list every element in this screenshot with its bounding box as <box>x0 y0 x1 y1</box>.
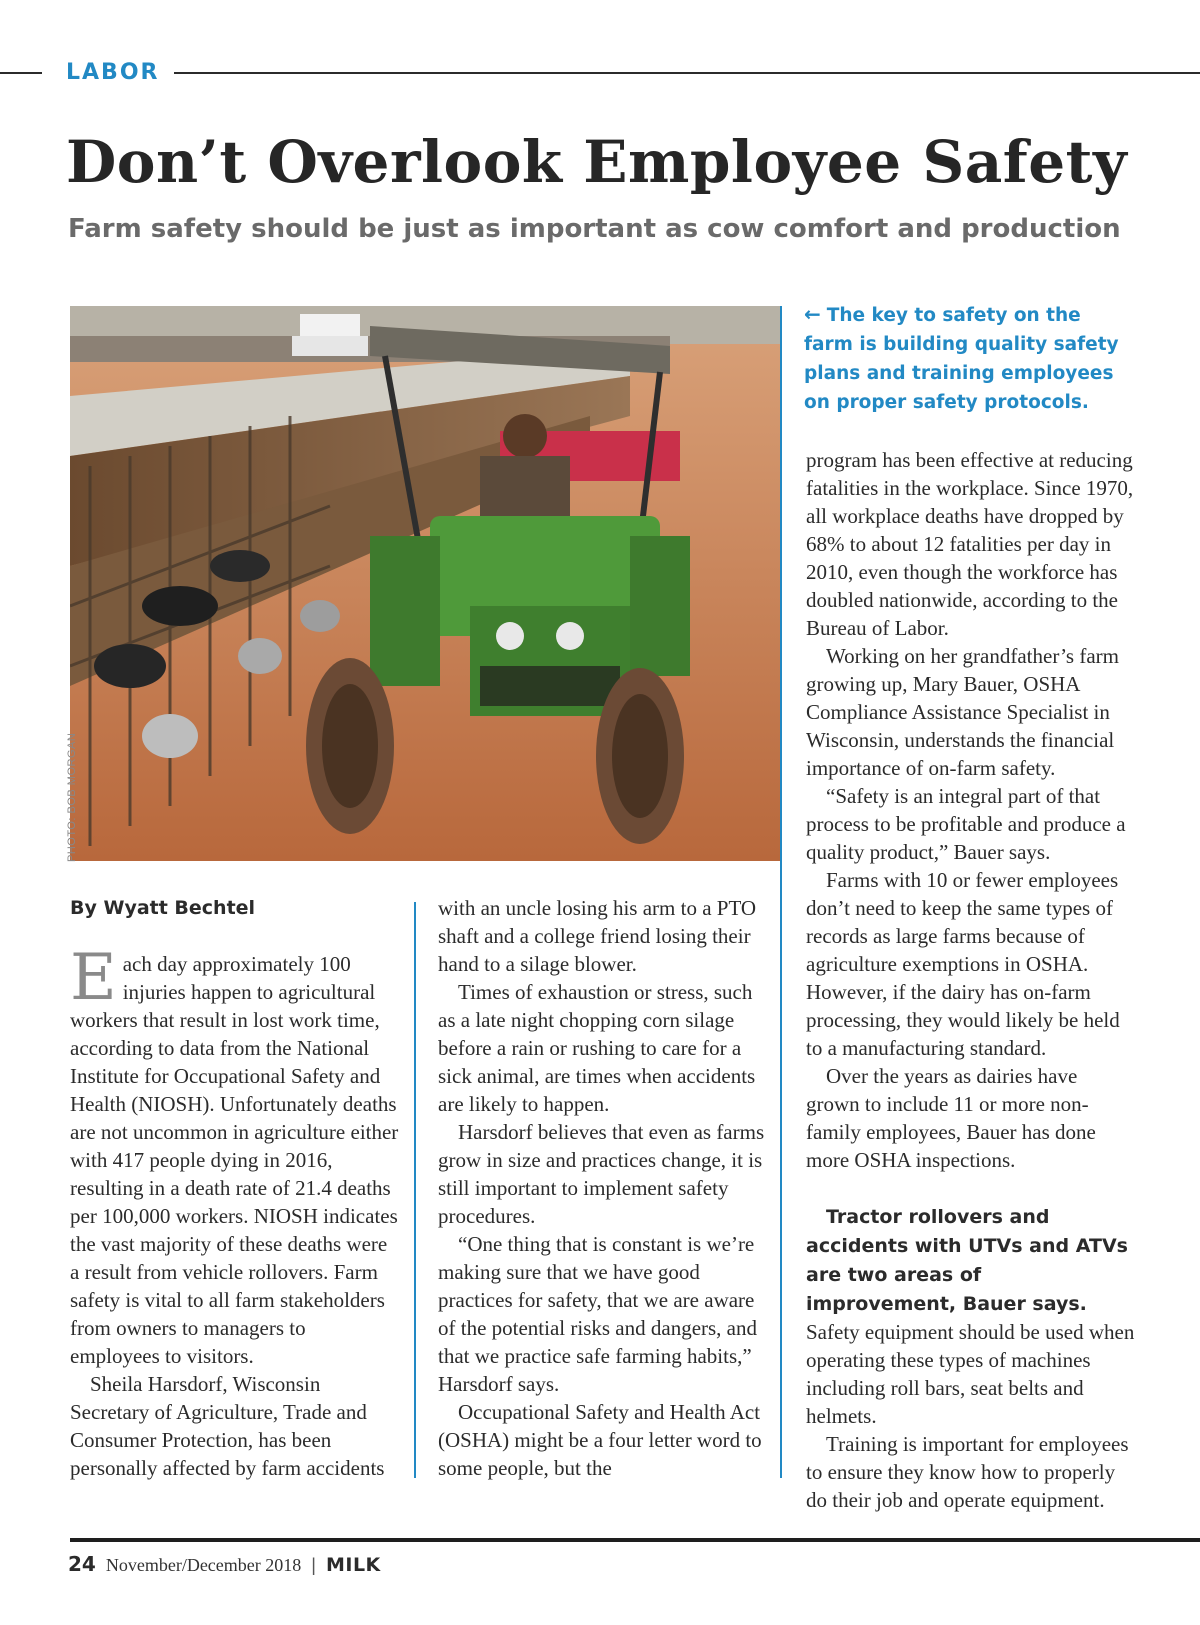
photo-caption <box>804 300 1134 417</box>
paragraph: Training is important for employees to ensure they know how to properly do their job and operate equipment. <box>806 1432 1129 1512</box>
article-subtitle: Farm safety should be just as important as cow comfort and production <box>68 214 1121 244</box>
section-label: LABOR <box>66 60 160 85</box>
header-rule-left <box>0 72 42 74</box>
photo-credit: PHOTO: BOB MORGAN <box>66 732 78 862</box>
caption-text: The key to safety on the farm is building quality safety plans and training employees on proper safety protocols. <box>804 305 1119 413</box>
article-column-1 <box>70 894 400 1482</box>
tractor-photo-illustration <box>70 306 781 861</box>
paragraph-text: ach day approximately 100 injuries happen to agricultural workers that result in lost work time, according to data from the National Institute for Occupational Safety and Health (NIOSH). Unfortunately deaths are not uncommon in agriculture either with 417 people dying in 2016, resulting in a death rate of 21.4 deaths per 100,000 workers. NIOSH indicates the vast majority of these deaths were a result from vehicle rollovers. Farm safety is vital to all farm stakeholders from owners to managers to employees to visitors. <box>70 952 399 1368</box>
paragraph: Harsdorf believes that even as farms grow in size and practices change, it is still important to implement safety procedures. <box>438 1120 765 1228</box>
header-rule-right <box>174 72 1200 74</box>
paragraph: program has been effective at reducing fatalities in the workplace. Since 1970, all workplace deaths have dropped by 68% to about 12 fatalities per day in 2010, even though the workforce has doubled nationwide, according to the Bureau of Labor. <box>806 448 1134 640</box>
paragraph: Farms with 10 or fewer employees don’t need to keep the same types of records as large farms because of agriculture exemptions in OSHA. However, if the dairy has on-farm processing, they would likely be held to a manufacturing standard. <box>806 868 1120 1060</box>
paragraph: Occupational Safety and Health Act (OSHA) might be a four letter word to some people, but the <box>438 1400 762 1480</box>
paragraph: “Safety is an integral part of that process to be profitable and produce a quality product,” Bauer says. <box>806 784 1126 864</box>
paragraph: Sheila Harsdorf, Wisconsin Secretary of Agriculture, Trade and Consumer Protection, has been personally affected by farm accidents <box>70 1372 385 1480</box>
paragraph: Times of exhaustion or stress, such as a late night chopping corn silage before a rain or rushing to care for a sick animal, are times when accidents are likely to happen. <box>438 980 756 1116</box>
paragraph: Working on her grandfather’s farm growing up, Mary Bauer, OSHA Compliance Assistance Specialist in Wisconsin, understands the financial importance of on-farm safety. <box>806 644 1119 780</box>
byline: By Wyatt Bechtel <box>70 897 256 919</box>
section-spacer <box>806 1174 1136 1202</box>
page-footer <box>68 1552 381 1576</box>
footer-rule <box>70 1538 1200 1542</box>
issue-date: November/December 2018 <box>105 1555 302 1575</box>
paragraph-text: Safety equipment should be used when operating these types of machines including roll bars, seat belts and helmets. <box>806 1320 1135 1428</box>
paragraph <box>806 1202 1136 1430</box>
subsection-lead-in: Tractor rollovers and accidents with UTVs and ATVs are two areas of improvement, Bauer says. <box>806 1206 1128 1315</box>
magazine-logo: MILK <box>325 1554 381 1576</box>
article-column-2 <box>438 894 768 1482</box>
paragraph <box>70 941 400 1370</box>
left-arrow-icon: ← <box>804 302 821 326</box>
article-photo <box>70 306 781 861</box>
dropcap: E <box>70 941 117 1015</box>
column-divider <box>780 306 782 1478</box>
article-column-3 <box>806 446 1136 1514</box>
paragraph: “One thing that is constant is we’re making sure that we have good practices for safety, that we are aware of the potential risks and dangers, and that we practice safe farming habits,” Harsdorf says. <box>438 1232 757 1396</box>
column-divider <box>414 902 416 1478</box>
page-number: 24 <box>68 1552 96 1576</box>
paragraph: Over the years as dairies have grown to include 11 or more non-family employees, Bauer has done more OSHA inspections. <box>806 1064 1096 1172</box>
article-title: Don’t Overlook Employee Safety <box>66 128 1128 196</box>
footer-divider: | <box>311 1555 316 1575</box>
paragraph: with an uncle losing his arm to a PTO shaft and a college friend losing their hand to a silage blower. <box>438 896 757 976</box>
